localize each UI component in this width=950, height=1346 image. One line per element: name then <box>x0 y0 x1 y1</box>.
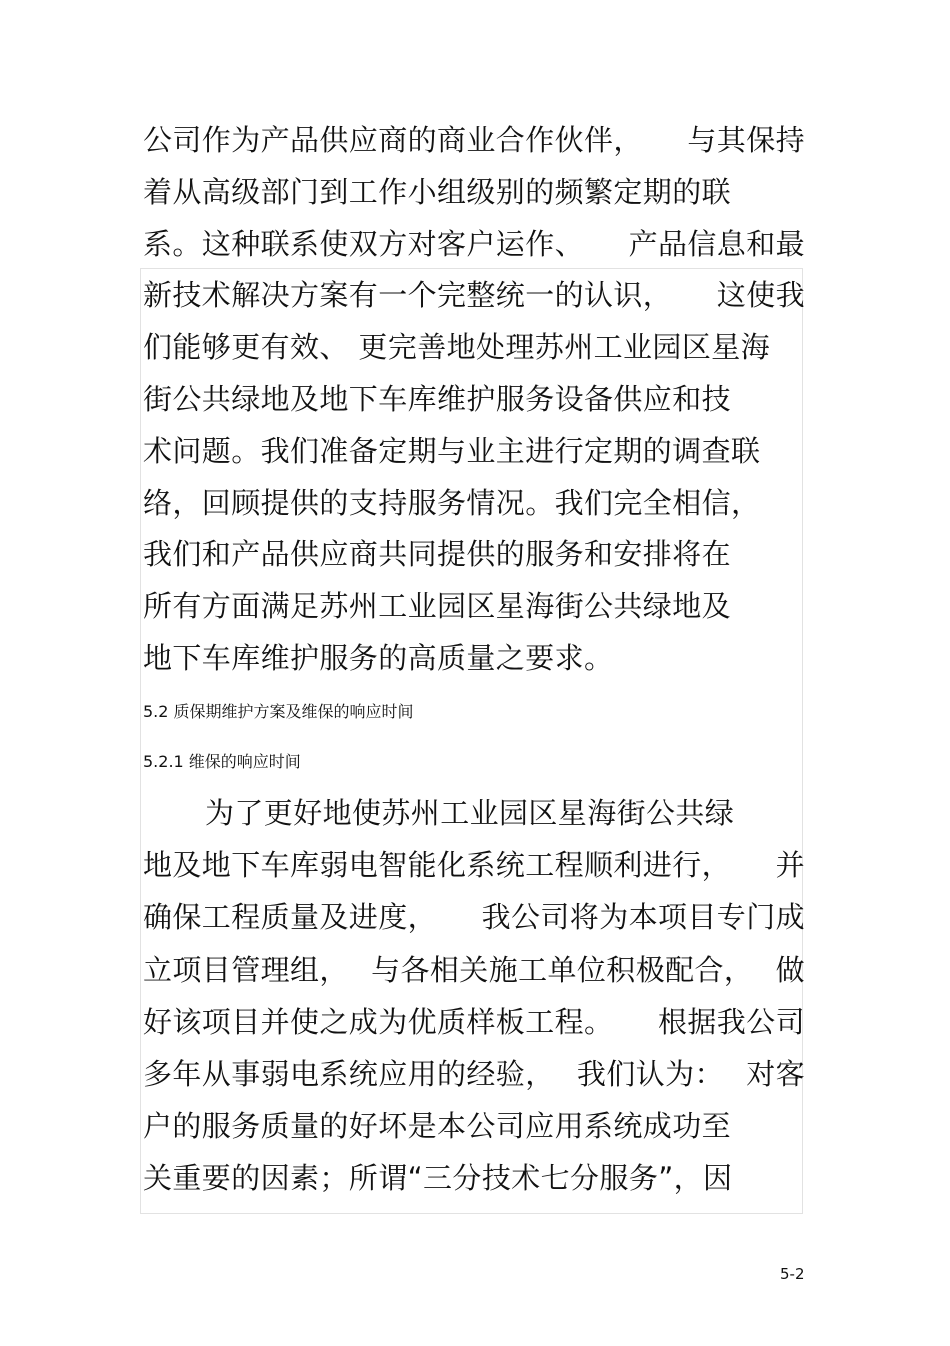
text-segment: 所有方面满足苏州工业园区星海街公共绿地及 <box>143 589 732 624</box>
section-heading-5-2: 5.2 质保期维护方案及维保的响应时间 <box>143 702 414 721</box>
text-line <box>143 224 805 264</box>
text-segment: 新技术解决方案有一个完整统一的认识， <box>143 278 673 313</box>
text-segment: 这使我 <box>716 278 805 313</box>
text-line <box>143 483 805 523</box>
text-segment: 地及地下车库弱电智能化系统工程顺利进行， <box>143 848 732 883</box>
text-segment: 地下车库维护服务的高质量之要求。 <box>143 641 614 675</box>
text-line <box>143 120 805 160</box>
text-line <box>143 897 805 937</box>
text-line <box>205 793 867 833</box>
text-segment: 立项目管理组， <box>143 952 349 987</box>
text-segment: 街公共绿地及地下车库维护服务设备供应和技 <box>143 382 732 416</box>
text-segment: 关重要的因素；所谓“三分技术七分服务”，因 <box>143 1161 733 1196</box>
text-segment: 好该项目并使之成为优质样板工程。 <box>143 1004 614 1039</box>
text-segment: 并 <box>775 848 805 883</box>
text-line <box>143 1158 805 1198</box>
text-segment: 术问题。我们准备定期与业主进行定期的调查联 <box>143 433 761 468</box>
text-line <box>143 1054 805 1094</box>
text-segment: 们能够更有效、 更完善地处理苏州工业园区星海 <box>143 330 771 365</box>
text-segment: 公司作为产品供应商的商业合作伙伴， <box>143 123 643 157</box>
text-segment: 户的服务质量的好坏是本公司应用系统成功至 <box>143 1109 732 1144</box>
text-segment: 络，回顾提供的支持服务情况。我们完全相信， <box>143 485 761 520</box>
text-line <box>143 1002 805 1042</box>
text-segment: 与其保持 <box>687 123 805 157</box>
text-segment: 我公司将为本项目专门成 <box>481 900 805 935</box>
text-line <box>143 586 805 626</box>
text-segment: 着从高级部门到工作小组级别的频繁定期的联 <box>143 174 732 209</box>
text-line <box>143 845 805 885</box>
text-line <box>143 638 805 678</box>
text-line <box>143 275 805 315</box>
text-segment: 为了更好地使苏州工业园区星海街公共绿 <box>205 796 735 830</box>
text-line <box>143 431 805 471</box>
text-line <box>143 950 805 990</box>
text-segment: 根据我公司 <box>657 1004 805 1039</box>
text-segment: 做 <box>775 952 805 987</box>
text-segment: 系。这种联系使双方对客户运作、 <box>143 226 585 261</box>
text-segment: 我们认为： <box>576 1057 724 1091</box>
text-line <box>143 379 805 419</box>
text-segment: 确保工程质量及进度， <box>143 900 438 935</box>
text-segment: 产品信息和最 <box>628 226 805 261</box>
text-line <box>143 534 805 574</box>
text-segment: 对客 <box>746 1057 805 1091</box>
text-segment: 多年从事弱电系统应用的经验， <box>143 1057 555 1091</box>
text-segment: 我们和产品供应商共同提供的服务和安排将在 <box>143 537 732 572</box>
text-line <box>143 1106 805 1146</box>
text-segment: 与各相关施工单位积极配合， <box>371 952 754 987</box>
text-line <box>143 172 805 212</box>
page-number: 5-2 <box>780 1265 805 1283</box>
text-line <box>143 327 805 367</box>
section-heading-5-2-1: 5.2.1 维保的响应时间 <box>143 752 301 771</box>
